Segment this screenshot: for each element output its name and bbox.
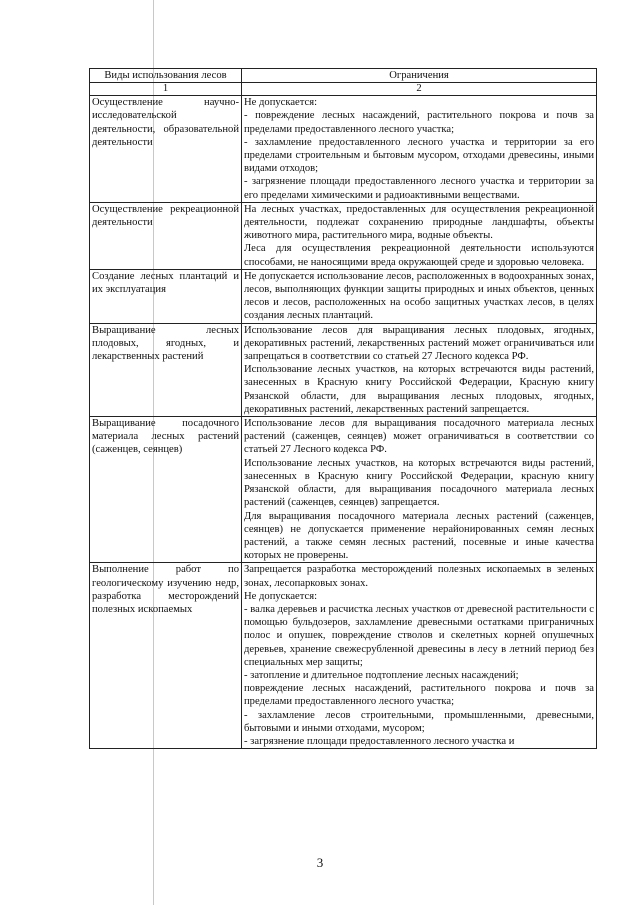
restrictions-cell: [242, 323, 597, 416]
column-number-1: 1: [90, 83, 242, 96]
table-row: [90, 563, 597, 749]
restriction-paragraph: - загрязнение площади предоставленного лесного участка и территории за его пределами химическими и радиоактивными веществами.: [244, 176, 594, 201]
forest-use-type: Создание лесных плантаций и их эксплуатация: [90, 269, 242, 323]
restriction-paragraph: - повреждение лесных насаждений, растительного покрова и почв за пределами предоставленного лесного участка;: [244, 110, 594, 135]
column-number-row: [90, 83, 597, 96]
restrictions-cell: [242, 417, 597, 563]
restrictions-cell: [242, 563, 597, 749]
restriction-paragraph: Использование лесов для выращивания лесных плодовых, ягодных, декоративных растений, лекарственных растений может ограничиваться или запрещаться в соответствии со статьей 27 Лесного кодекса РФ.: [244, 324, 594, 363]
restriction-paragraph: - захламление предоставленного лесного участка и территории за его пределами строительным и бытовым мусором, отходами древесины, иными видами отходов;: [244, 136, 594, 175]
page-number: 3: [316, 855, 324, 870]
restriction-paragraph: - загрязнение площади предоставленного лесного участка и: [244, 735, 515, 747]
column-number-2: 2: [242, 83, 597, 96]
restriction-paragraph: На лесных участках, предоставленных для осуществления рекреационной деятельности, подлежат сохранению природные ландшафты, объекты животного мира, растительного мира, водные объекты.: [244, 203, 594, 242]
forest-use-type: Выполнение работ по геологическому изучению недр, разработка месторождений полезных ископаемых: [90, 563, 242, 749]
restriction-paragraph: Для выращивания посадочного материала лесных растений (саженцев, сеянцев) не допускается применение нерайонированных семян лесных растений, а также семян лесных растений, посевные и иные качества которых не проверены.: [244, 510, 594, 562]
restriction-paragraph: повреждение лесных насаждений, растительного покрова и почв за пределами предоставленного лесного участка;: [244, 683, 594, 708]
restriction-paragraph: - валка деревьев и расчистка лесных участков от древесной растительности с помощью бульдозеров, захламление древесными остатками приграничных полос и опушек, повреждение стволов и скелетных корней опушечных деревьев, хранение свежесрубленной древесины в лесу в летний период без специальных мер защиты;: [244, 603, 594, 668]
header-restrictions: Ограничения: [242, 69, 597, 83]
forest-use-type: Выращивание лесных плодовых, ягодных, и лекарственных растений: [90, 323, 242, 416]
restriction-paragraph: Использование лесных участков, на которых встречаются виды растений, занесенных в Красную книгу Российской Федерации, красную книгу Рязанской области, для выращивания посадочного материала лесных растений (саженцев, сеянцев) запрещается.: [244, 457, 594, 509]
restriction-paragraph: Запрещается разработка месторождений полезных ископаемых в зеленых зонах, лесопарковых зонах.: [244, 564, 594, 589]
restriction-paragraph: - захламление лесов строительными, промышленными, древесными, бытовыми и иными отходами, мусором;: [244, 709, 594, 734]
forest-use-restrictions-table: [89, 68, 597, 749]
table-header-row: [90, 69, 597, 83]
forest-use-type: Выращивание посадочного материала лесных растений (саженцев, сеянцев): [90, 417, 242, 563]
table-row: [90, 269, 597, 323]
table-row: [90, 202, 597, 269]
restrictions-cell: [242, 202, 597, 269]
restriction-paragraph: - затопление и длительное подтопление лесных насаждений;: [244, 669, 519, 681]
table-row: [90, 417, 597, 563]
table-row: [90, 323, 597, 416]
forest-use-type: Осуществление рекреационной деятельности: [90, 202, 242, 269]
table-row: [90, 96, 597, 203]
restriction-paragraph: Леса для осуществления рекреационной деятельности используются способами, не наносящими вреда окружающей среде и здоровью человека.: [244, 243, 594, 268]
forest-use-type: Осуществление научно-исследовательской деятельности, образовательной деятельности: [90, 96, 242, 203]
restrictions-cell: [242, 96, 597, 203]
restriction-paragraph: Не допускается использование лесов, расположенных в водоохранных зонах, лесов, выполняющих функции защиты природных и иных объектов, ценных лесов и лесов, расположенных на особо защитных участках лесов, в целях создания лесных плантаций.: [244, 270, 594, 322]
restriction-paragraph: Использование лесных участков, на которых встречаются виды растений, занесенных в Красную книгу Российской Федерации, Красную книгу Рязанской области, для выращивания лесных плодовых, ягодных, декоративных растений, лекарственных растений запрещается.: [244, 364, 594, 415]
restriction-paragraph: Не допускается:: [244, 590, 318, 602]
restrictions-cell: [242, 269, 597, 323]
restriction-paragraph: Использование лесов для выращивания посадочного материала лесных растений (саженцев, сеянцев) может ограничиваться в соответствии со статьей 27 Лесного кодекса РФ.: [244, 418, 594, 456]
header-forest-use-types: Виды использования лесов: [90, 69, 242, 83]
restriction-paragraph: Не допускается:: [244, 97, 318, 109]
